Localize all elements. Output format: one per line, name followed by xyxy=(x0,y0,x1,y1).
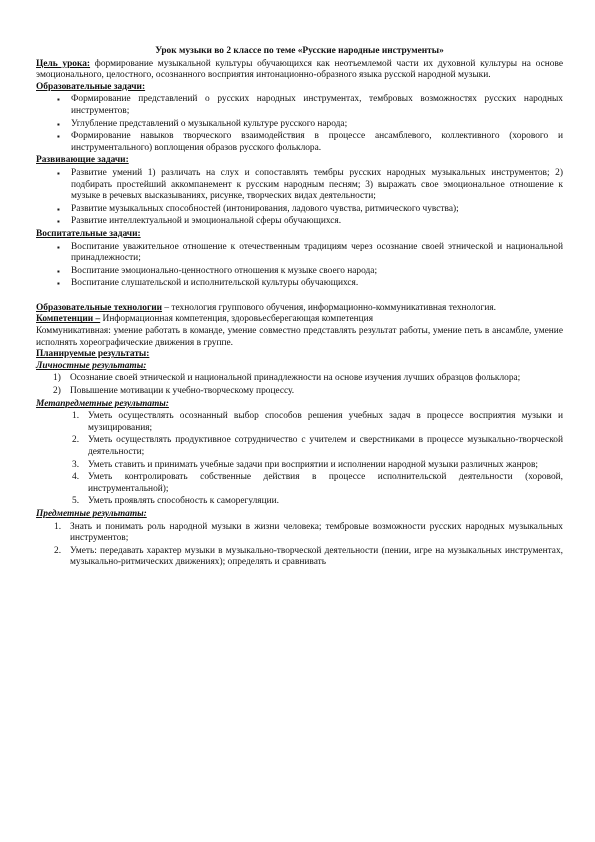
list-number: 4. xyxy=(72,472,80,483)
list-number: 2) xyxy=(53,386,61,397)
list-item: 2. Уметь: передавать характер музыки в музыкально-творческой деятельности (пении, игре на музыкальных инструментах, музыкально-ритмических движениях); определять и сравнивать xyxy=(54,545,563,568)
competencies-paragraph xyxy=(36,314,563,326)
list-item: 3. Уметь ставить и принимать учебные задачи при восприятии и исполнении народной музыки различных жанров; xyxy=(72,459,539,470)
technologies-text: – технология группового обучения, информационно-коммуникативная технология. xyxy=(162,302,496,313)
lesson-goal xyxy=(36,59,563,82)
list-item: ▪ Воспитание уважительное отношение к отечественным традициям через осознание своей этнической и национальной принадлежности; xyxy=(57,241,563,264)
list-item: 1) Осознание своей этнической и национальной принадлежности на основе изучения лучших образцов фольклора; xyxy=(53,373,521,384)
list-item: 1. Знать и понимать роль народной музыки в жизни человека; тембровые возможности русских народных музыкальных инструментов; xyxy=(54,521,563,544)
list-item: 4. Уметь контролировать собственные действия в процессе исполнительской деятельности (хоровой, инструментальной); xyxy=(72,472,563,494)
developing-tasks-heading: Развивающие задачи: xyxy=(36,155,129,166)
lesson-title: Урок музыки во 2 классе по теме «Русские народные инструменты» xyxy=(155,46,444,56)
list-item: 5. Уметь проявлять способность к саморегуляции. xyxy=(72,496,280,507)
technologies-label: Образовательные технологии xyxy=(36,302,163,313)
personal-results-list xyxy=(36,373,563,397)
bullet-icon: ▪ xyxy=(57,132,60,142)
list-item: 2) Повышение мотивации к учебно-творческому процессу. xyxy=(53,386,295,397)
list-item: ▪ Воспитание эмоционально-ценностного отношения к музыке своего народа; xyxy=(57,265,378,276)
upbringing-tasks-list xyxy=(36,242,563,290)
list-item: ▪ Развитие музыкальных способностей (интонирования, ладового чувства, ритмического чувства); xyxy=(57,203,459,214)
metasubject-results-heading: Метапредметные результаты: xyxy=(36,398,169,409)
bullet-icon: ▪ xyxy=(57,266,60,276)
goal-text: формирование музыкальной культуры обучающихся как неотъемлемой части их духовной культуры на основе эмоционального, целостного, осознанного восприятия интонационно-образного языка русской народной музыки. xyxy=(36,58,563,81)
list-item: ▪ Формирование представлений о русских народных инструментах, тембровых возможностях русских народных инструментов; xyxy=(57,94,563,116)
bullet-icon: ▪ xyxy=(57,242,60,252)
list-number: 1. xyxy=(72,411,80,422)
personal-results-heading: Личностные результаты: xyxy=(36,360,147,371)
list-item: ▪ Воспитание слушательской и исполнительской культуры обучающихся. xyxy=(57,278,359,289)
section-spacer xyxy=(36,291,563,303)
list-item: ▪ Формирование навыков творческого взаимодействия в процессе ансамблевого, коллективного (хорового и инструментального) воплощения образов русского фольклора. xyxy=(57,131,563,153)
bullet-icon: ▪ xyxy=(57,204,60,214)
list-item: ▪ Углубление представлений о музыкальной культуре русского народа; xyxy=(57,118,348,129)
educational-tasks-heading: Образовательные задачи: xyxy=(36,81,146,92)
list-number: 3. xyxy=(72,459,80,470)
list-item: ▪ Развитие умений 1) различать на слух и сопоставлять тембры русских народных музыкальных инструментов; 2) подбирать простейший аккомпанемент к русским народным песням; 3) выражать свое эмоциональное отношение к музыке в речевых высказываниях, рисунке, творческих видах деятельности; xyxy=(57,167,563,202)
list-item: 1. Уметь осуществлять осознанный выбор способов решения учебных задач в процессе восприятия музыки и музицирования; xyxy=(72,411,563,433)
list-number: 2. xyxy=(54,545,62,556)
document-content xyxy=(36,46,563,570)
list-number: 1) xyxy=(53,373,61,384)
list-number: 5. xyxy=(72,496,80,507)
subject-results-heading: Предметные результаты: xyxy=(36,508,147,519)
bullet-icon: ▪ xyxy=(57,279,60,289)
competencies-label: Компетенции – xyxy=(36,314,101,325)
metasubject-results-list xyxy=(36,411,563,508)
developing-tasks-list xyxy=(36,168,563,228)
bullet-icon: ▪ xyxy=(57,119,60,129)
bullet-icon: ▪ xyxy=(57,95,60,105)
list-number: 2. xyxy=(72,435,80,446)
subject-results-list xyxy=(36,522,563,569)
bullet-icon: ▪ xyxy=(57,168,60,178)
bullet-icon: ▪ xyxy=(57,217,60,227)
technologies-paragraph xyxy=(36,303,563,315)
planned-results-heading: Планируемые результаты: xyxy=(36,349,150,360)
list-item: ▪ Развитие интеллектуальной и эмоциональной сферы обучающихся. xyxy=(57,216,342,227)
communicative-paragraph: Коммуникативная: умение работать в команде, умение совместно представлять результат работы, умение петь в ансамбле, умение исполнять хореографические движения в группе. xyxy=(36,326,563,348)
goal-label: Цель урока: xyxy=(36,58,91,69)
list-item: 2. Уметь осуществлять продуктивное сотрудничество с учителем и сверстниками в процессе музыкально-творческой деятельности; xyxy=(72,435,563,457)
educational-tasks-list xyxy=(36,94,563,154)
list-number: 1. xyxy=(54,521,62,532)
competencies-text: Информационная компетенция, здоровьесберегающая компетенция xyxy=(100,314,374,325)
upbringing-tasks-heading: Воспитательные задачи: xyxy=(36,228,141,239)
